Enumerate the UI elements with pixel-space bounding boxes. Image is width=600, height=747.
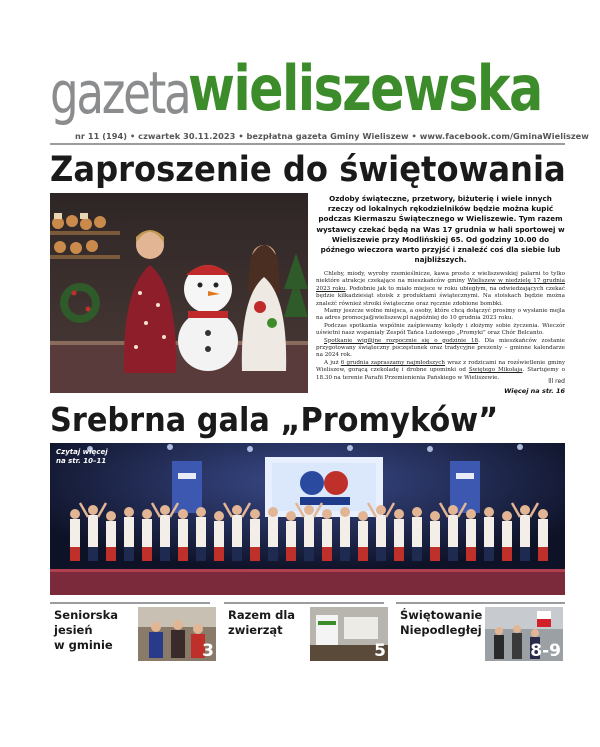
teaser-title-line: Niepodległej: [400, 623, 482, 637]
headline-gala: Srebrna gala „Promyków”: [50, 400, 499, 439]
teaser-thumb-seniors[interactable]: [138, 607, 216, 661]
masthead-divider: [50, 143, 565, 145]
masthead-wieliszewska: wieliszewska: [188, 52, 542, 125]
text-span: A już: [324, 359, 341, 366]
photo-christmas-fair: [50, 193, 308, 393]
read-more-pages: na str. 10–11: [56, 457, 107, 465]
author-signature: lll red: [548, 378, 565, 385]
underlined-text: Spotkanie wigilijne rozpocznie się o godzinie 18: [324, 337, 479, 344]
photo-gala-illustration: [50, 443, 565, 595]
teaser-thumb-independence[interactable]: [485, 607, 563, 661]
teaser-title-line: jesień: [54, 623, 93, 637]
text-span: . Startujemy o 18.30 na terenie Parafii Przemienienia Pańskiego w Wieliszewie.: [316, 367, 566, 381]
teaser-title-seniors[interactable]: [54, 608, 118, 653]
text-span: . Dla mieszkańców zostanie przygotowany świąteczny poczęstunek oraz tradycyjne prezenty – gminne kalendarze na 2024 rok.: [316, 337, 565, 359]
teaser-divider: [224, 602, 384, 604]
lead-paragraph: Ozdoby świąteczne, przetwory, biżuterię i wiele innych rzeczy od lokalnych rękodzielników będzie można kupić podczas Kiermaszu Świątecznego w Wieliszewie. Tym razem wystawcy czekać będą na Was 17 grudnia w hali sportowej w Wieliszewie przy Modlińskiej 65. Od godziny 10.00 do późnego wieczora warto przyjść i znaleźć coś dla siebie lub najbliższych.: [316, 194, 565, 265]
text-span: Chleby, miody, wyroby rzemieślnicze, kawa prosto z wieliszewskiej palarni to tylko niektóre atrakcje czekające na mieszkańców gminy: [316, 271, 565, 285]
teaser-page-number: 8-9: [530, 641, 561, 661]
teaser-title-independence[interactable]: [400, 608, 482, 638]
teaser-thumb-animals[interactable]: [310, 607, 388, 661]
underlined-text: Świętego Mikołaja: [468, 367, 523, 374]
teaser-divider: [50, 602, 210, 604]
teaser-title-line: Razem dla: [228, 608, 296, 622]
headline-invitation: Zaproszenie do świętowania: [50, 150, 566, 190]
issue-info-bar: nr 11 (194) • czwartek 30.11.2023 • bezpłatna gazeta Gminy Wieliszew • www.facebook.com/GminaWieliszew: [75, 131, 589, 141]
masthead: [50, 52, 565, 130]
body-paragraph: [316, 338, 565, 360]
read-more-line: Czytaj więcej: [56, 448, 108, 456]
photo-gala-stage: [50, 443, 565, 595]
teaser-page-number: 3: [202, 641, 214, 661]
body-paragraph: Mamy jeszcze wolne miejsca, a osoby, które chcą dołączyć prosimy o wysłanie mejla na adres promocja@wieliszew.pl najpóźniej do 10 grudnia 2023 roku.: [316, 308, 565, 322]
teaser-title-line: Świętowanie: [400, 608, 483, 622]
underlined-text: 6 grudnia zapraszamy najmłodszych: [340, 359, 446, 366]
teaser-title-animals[interactable]: [228, 608, 295, 638]
underlined-text: Wieliszew w niedzielę 17 grudnia 2023 roku: [316, 278, 566, 292]
teaser-page-number: 5: [374, 641, 386, 661]
more-on-page-link[interactable]: Więcej na str. 16: [504, 387, 565, 395]
photo-christmas-fair-illustration: [50, 193, 308, 393]
body-paragraph: [316, 271, 565, 308]
article-body: [316, 271, 565, 382]
body-paragraph: Podczas spotkania wspólnie zaśpiewamy kolędy i złożymy sobie życzenia. Wieczór uświetni nasz wspaniały Zespół Tańca Ludowego „Promyki” oraz Chór Belcanto.: [316, 322, 565, 337]
read-more-caption[interactable]: [56, 448, 126, 466]
text-span: wraz z rodzicami na rozświetlenie gminy Wieliszew, gorącą czekoladę i drobne upominki od: [316, 359, 566, 374]
teaser-divider: [396, 602, 565, 604]
teaser-title-line: w gminie: [54, 638, 113, 652]
teaser-title-line: zwierząt: [228, 623, 283, 637]
teaser-title-line: Seniorska: [54, 608, 119, 622]
text-span: . Podobnie jak to miało miejsce w roku ubiegłym, na odwiedzających czekać będzie kilkadziesiąt stoisk z produktami świątecznymi. Na stoiskach będzie można znaleźć również stroiki świąteczne oraz ręcznie zdobione bombki.: [316, 285, 565, 307]
masthead-gazeta: gazeta: [50, 59, 190, 127]
